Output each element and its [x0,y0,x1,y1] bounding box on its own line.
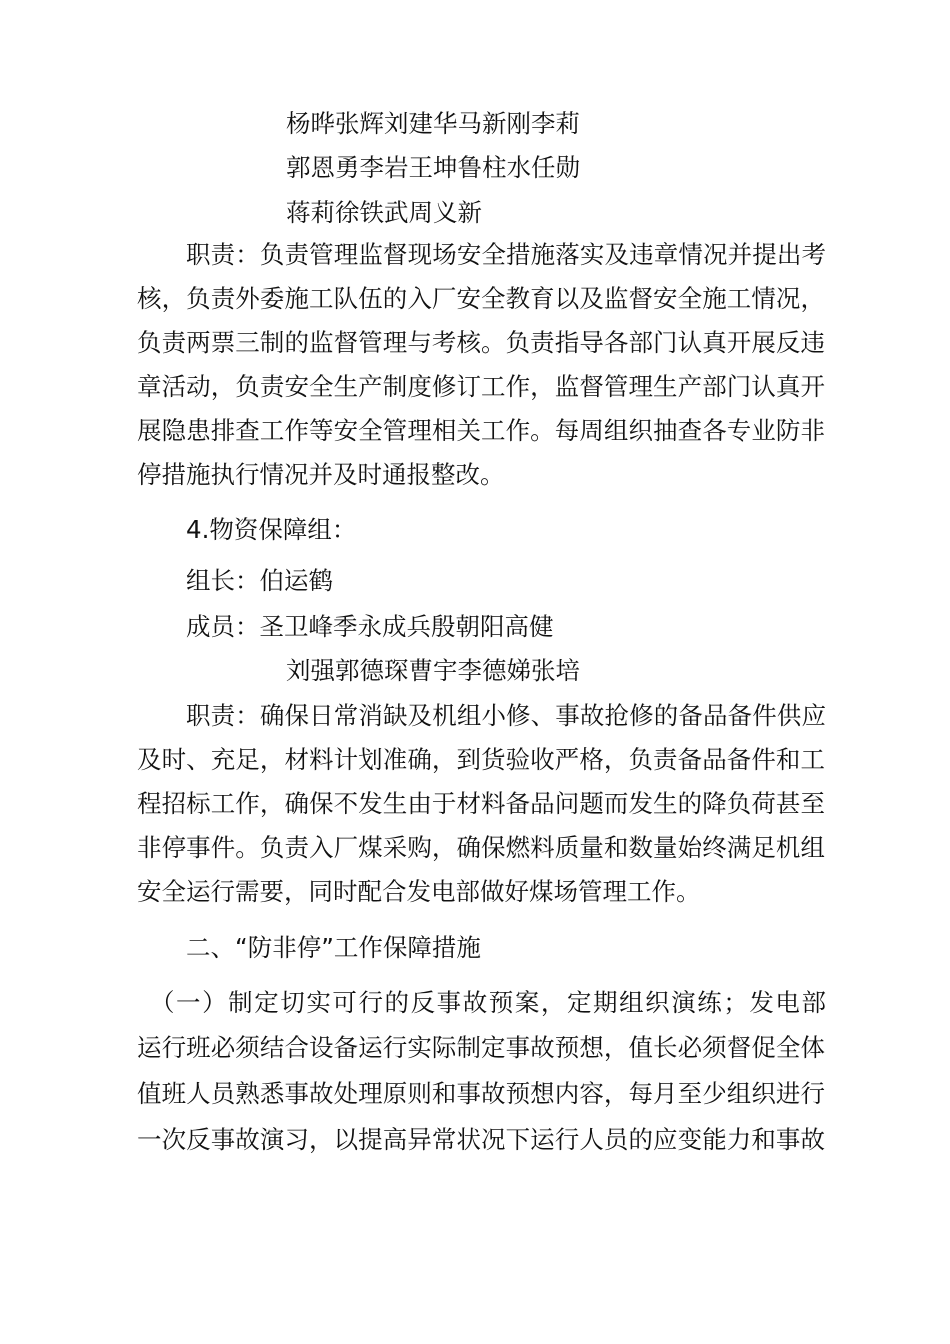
text-line-duty-9: 程招标工作，确保不发生由于材料备品问题而发生的降负荷甚至 [137,789,825,818]
text-line-duty-2: 核，负责外委施工队伍的入厂安全教育以及监督安全施工情况， [137,284,825,313]
text-line-members-5: 刘强郭德琛曹宇李德娣张培 [286,656,580,685]
text-line-measure-3: 值班人员熟悉事故处理原则和事故预想内容，每月至少组织进行 [137,1079,825,1108]
text-line-duty-4: 章活动，负责安全生产制度修订工作，监督管理生产部门认真开 [137,372,825,401]
text-line-duty-6: 停措施执行情况并及时通报整改。 [137,460,505,489]
text-line-duty-1: 职责：负责管理监督现场安全措施落实及违章情况并提出考 [186,240,826,269]
section-heading-measures: 二、“防非停”工作保障措施 [186,933,481,962]
text-line-measure-2: 运行班必须结合设备运行实际制定事故预想，值长必须督促全体 [137,1033,825,1062]
text-line-duty-3: 负责两票三制的监督管理与考核。负责指导各部门认真开展反违 [137,328,825,357]
text-line-members-1: 杨晔张辉刘建华马新刚李莉 [286,109,580,138]
text-line-members-4: 成员：圣卫峰季永成兵殷朝阳高健 [186,612,554,641]
text-line-members-2: 郭恩勇李岩王坤鲁柱水任勋 [286,153,580,182]
section-heading-supplies: 4.物资保障组： [186,515,357,544]
text-line-duty-11: 安全运行需要，同时配合发电部做好煤场管理工作。 [137,877,701,906]
text-line-measure-4: 一次反事故演习，以提高异常状况下运行人员的应变能力和事故 [137,1125,825,1154]
text-line-duty-8: 及时、充足，材料计划准确，到货验收严格，负责备品备件和工 [137,745,825,774]
text-line-duty-5: 展隐患排查工作等安全管理相关工作。每周组织抽查各专业防非 [137,416,825,445]
text-line-duty-7: 职责：确保日常消缺及机组小修、事故抢修的备品备件供应 [186,701,826,730]
text-line-duty-10: 非停事件。负责入厂煤采购，确保燃料质量和数量始终满足机组 [137,833,825,862]
text-line-measure-1: （一）制定切实可行的反事故预案，定期组织演练；发电部 [150,988,826,1017]
text-line-members-3: 蒋莉徐铁武周义新 [286,198,482,227]
text-line-leader: 组长：伯运鹤 [186,566,333,595]
